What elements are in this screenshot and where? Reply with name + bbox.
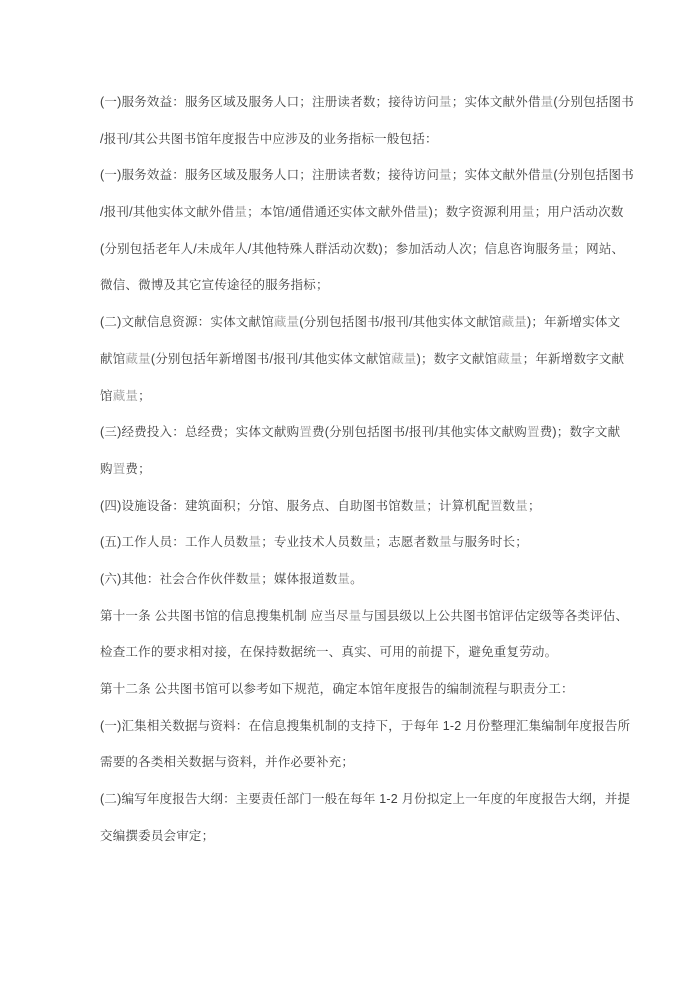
light-glyph: 量: [248, 571, 262, 586]
light-glyph: 量: [234, 205, 248, 220]
light-glyph: 藏: [501, 315, 515, 330]
document-line: /报刊/其公共图书馆年度报告中应涉及的业务指标一般包括：: [100, 131, 438, 146]
light-glyph: 置: [112, 461, 126, 476]
light-glyph: 量: [413, 498, 427, 513]
document-line: (六)其他：社会合作伙伴数量；媒体报道数量。: [100, 571, 363, 586]
light-glyph: 量: [540, 95, 554, 109]
light-glyph: 量: [521, 205, 535, 220]
light-glyph: 量: [514, 315, 527, 330]
light-glyph: 量: [337, 571, 351, 586]
light-glyph: 置: [489, 498, 503, 513]
document-line: (一)服务效益：服务区域及服务人口；注册读者数；接待访问量；实体文献外借量(分别包括图书: [100, 168, 634, 183]
document-line: 馆藏量；: [100, 388, 151, 403]
light-glyph: 量: [560, 241, 574, 256]
light-glyph: 量: [439, 95, 452, 109]
document-line: (五)工作人员：工作人员数量；专业技术人员数量；志愿者数量与服务时长；: [100, 535, 528, 550]
light-glyph: 藏: [497, 351, 510, 366]
light-glyph: 藏: [125, 351, 139, 366]
document-line: 第十二条 公共图书馆可以参考如下规范，确定本馆年度报告的编制流程与职责分工：: [100, 682, 574, 696]
document-line: (二)编写年度报告大纲：主要责任部门一般在每年 1-2 月份拟定上一年度的年度报告大纲，并提: [100, 792, 631, 807]
light-glyph: 量: [540, 168, 554, 183]
light-glyph: 量: [439, 535, 452, 550]
light-glyph: 量: [403, 351, 417, 366]
document-line: 交编撰委员会审定；: [100, 828, 215, 843]
document-line: 购置费；: [100, 461, 151, 476]
light-glyph: 量: [138, 351, 151, 366]
document-body: [100, 84, 634, 854]
light-glyph: 量: [286, 315, 300, 330]
document-line: 献馆藏量(分别包括年新增图书/报刊/其他实体文献馆藏量)；数字文献馆藏量；年新增数字文献: [100, 351, 625, 366]
light-glyph: 量: [125, 388, 139, 403]
light-glyph: 量: [415, 205, 429, 220]
document-line: (一)汇集相关数据与资料：在信息搜集机制的支持下，于每年 1-2 月份整理汇集编制年度报告所: [100, 718, 631, 733]
document-line: 需要的各类相关数据与资料，并作必要补充；: [100, 755, 355, 770]
light-glyph: 量: [515, 498, 528, 513]
light-glyph: 量: [439, 168, 452, 183]
light-glyph: 置: [299, 425, 312, 440]
light-glyph: 置: [527, 425, 540, 440]
document-line: (三)经费投入：总经费；实体文献购置费(分别包括图书/报刊/其他实体文献购置费)；数字文献: [100, 425, 621, 440]
document-line: (一)服务效益：服务区域及服务人口；注册读者数；接待访问量；实体文献外借量(分别包括图书: [100, 95, 634, 109]
light-glyph: 量: [362, 535, 376, 550]
light-glyph: 量: [348, 608, 362, 623]
document-line: (四)设施设备：建筑面积；分馆、服务点、自助图书馆数量；计算机配置数量；: [100, 498, 541, 513]
document-line: (二)文献信息资源：实体文献馆藏量(分别包括图书/报刊/其他实体文献馆藏量)；年新增实体文: [100, 315, 621, 330]
document-line: 检查工作的要求相对接，在保持数据统一、真实、可用的前提下，避免重复劳动。: [100, 645, 558, 660]
light-glyph: 量: [509, 351, 523, 366]
document-line: 第十一条 公共图书馆的信息搜集机制 应当尽量与国县级以上公共图书馆评估定级等各类评估、: [100, 608, 629, 623]
light-glyph: 藏: [273, 315, 287, 330]
light-glyph: 藏: [391, 351, 404, 366]
document-line: 微信、微博及其它宣传途径的服务指标；: [100, 278, 329, 293]
light-glyph: 量: [248, 535, 262, 550]
light-glyph: 藏: [112, 388, 126, 403]
document-line: /报刊/其他实体文献外借量；本馆/通借通还实体文献外借量)；数字资源利用量；用户活动次数: [100, 205, 624, 220]
document-line: (分别包括老年人/未成年人/其他特殊人群活动次数)；参加活动人次；信息咨询服务量；网站、: [100, 241, 625, 256]
